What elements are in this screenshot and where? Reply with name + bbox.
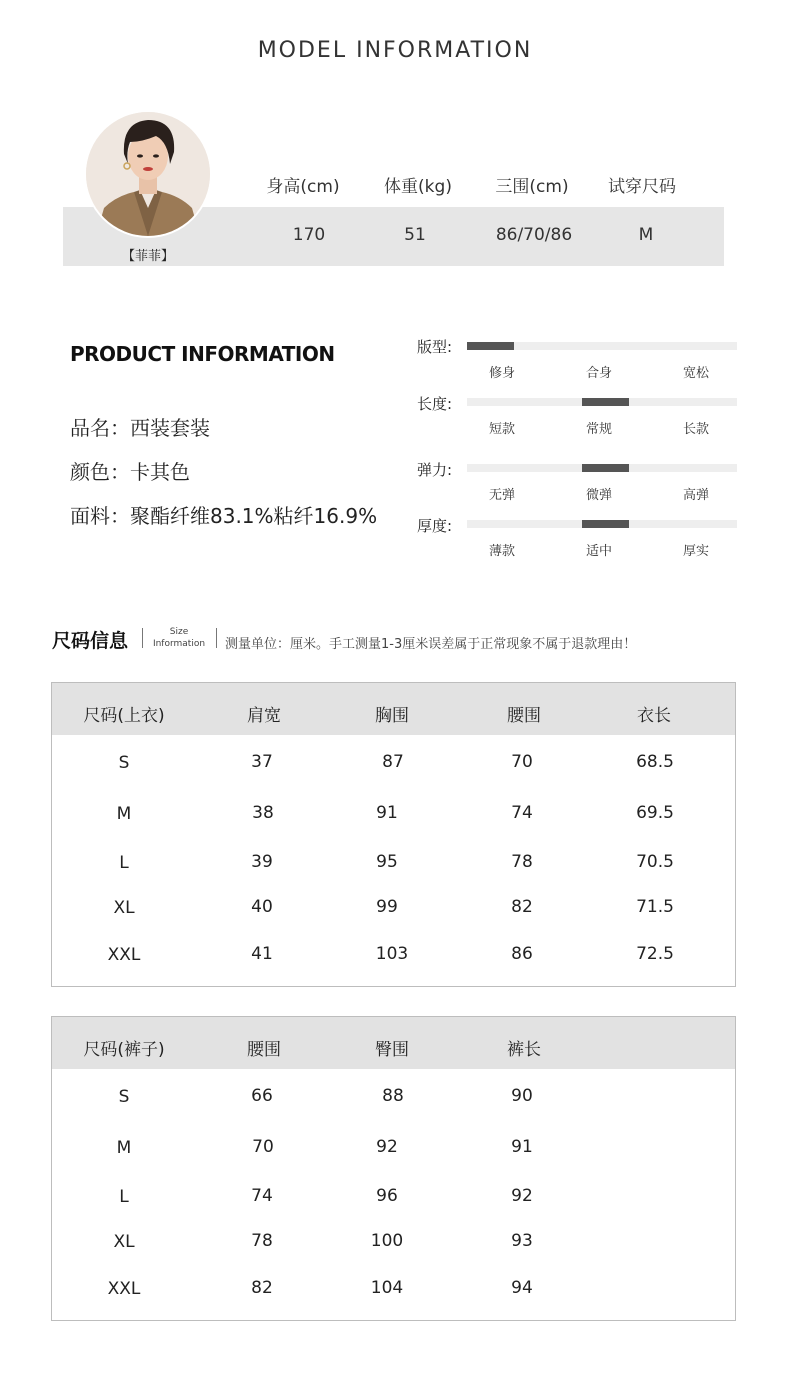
attr-fit-scale — [467, 342, 737, 350]
top-cell: 39 — [251, 852, 273, 872]
pants-cell: 90 — [511, 1086, 533, 1106]
attr-length-option-3: 长款 — [682, 422, 709, 437]
model-value-weight: 51 — [404, 225, 426, 245]
top-cell: 68.5 — [636, 752, 674, 772]
pants-cell: 70 — [252, 1137, 274, 1157]
attr-elasticity-label: 弹力: — [417, 461, 453, 479]
pants-cell: L — [119, 1187, 129, 1207]
top-cell: 91 — [376, 803, 398, 823]
size-section-title: 尺码信息 — [52, 630, 129, 652]
model-value-measurements: 86/70/86 — [495, 225, 573, 245]
attr-thickness-label: 厚度: — [417, 517, 453, 535]
attr-length-marker — [582, 398, 629, 406]
top-cell: S — [118, 753, 130, 773]
size-title-divider — [142, 628, 143, 648]
pants-header-waist: 腰围 — [247, 1040, 281, 1060]
top-header-shoulder: 肩宽 — [247, 706, 281, 726]
top-cell: 99 — [376, 897, 398, 917]
pants-header-size: 尺码(裤子) — [83, 1040, 165, 1060]
top-cell: 70.5 — [636, 852, 674, 872]
top-cell: 38 — [252, 803, 274, 823]
pants-cell: S — [118, 1087, 130, 1107]
attr-elasticity-option-1: 无弹 — [488, 488, 515, 503]
top-cell: 70 — [511, 752, 533, 772]
pants-cell: M — [116, 1138, 132, 1158]
attr-elasticity-scale — [467, 464, 737, 472]
pants-cell: 82 — [251, 1278, 273, 1298]
attr-length-label: 长度: — [417, 395, 453, 413]
attr-elasticity-option-2: 微弹 — [585, 488, 612, 503]
top-header-length: 衣长 — [637, 706, 671, 726]
pants-cell: 66 — [251, 1086, 273, 1106]
top-cell: 37 — [251, 752, 273, 772]
top-cell: 74 — [511, 803, 533, 823]
pants-cell: 104 — [370, 1278, 404, 1298]
model-name: 【菲菲】 — [121, 249, 174, 264]
pants-cell: 96 — [376, 1186, 398, 1206]
pants-cell: 78 — [251, 1231, 273, 1251]
attr-length-scale — [467, 398, 737, 406]
top-cell: L — [119, 853, 129, 873]
pants-cell: 74 — [251, 1186, 273, 1206]
model-header-measurements: 三围(cm) — [495, 177, 569, 197]
top-cell: 82 — [511, 897, 533, 917]
model-value-height: 170 — [292, 225, 326, 245]
attr-thickness-option-2: 适中 — [585, 544, 612, 559]
product-fabric-line: 面料：聚酯纤维83.1%粘纤16.9% — [70, 504, 378, 528]
size-english-line-2: Information — [152, 639, 206, 649]
attr-thickness-marker — [582, 520, 629, 528]
top-header-waist: 腰围 — [507, 706, 541, 726]
pants-size-table — [51, 1016, 736, 1321]
top-cell: 40 — [251, 897, 273, 917]
pants-cell: XL — [113, 1232, 135, 1252]
pants-cell: 91 — [511, 1137, 533, 1157]
size-note-divider — [216, 628, 217, 648]
size-measure-note: 测量单位：厘米。手工测量1-3厘米误差属于正常现象不属于退款理由！ — [225, 637, 637, 652]
top-header-chest: 胸围 — [375, 706, 409, 726]
attr-length-option-2: 常规 — [585, 422, 612, 437]
attr-fit-marker — [467, 342, 514, 350]
top-cell: 69.5 — [636, 803, 674, 823]
attr-fit-option-1: 修身 — [488, 366, 515, 381]
model-section-title: MODEL INFORMATION — [257, 38, 533, 63]
size-section-english — [147, 626, 211, 650]
pants-cell: 92 — [376, 1137, 398, 1157]
top-cell: 86 — [511, 944, 533, 964]
attr-thickness-option-3: 厚实 — [682, 544, 709, 559]
attr-fit-label: 版型: — [417, 338, 453, 356]
size-english-line-1: Size — [169, 627, 189, 637]
pants-header-length: 裤长 — [507, 1040, 541, 1060]
top-cell: XL — [113, 898, 135, 918]
top-cell: M — [116, 804, 132, 824]
pants-cell: 92 — [511, 1186, 533, 1206]
attr-fit-option-2: 合身 — [585, 366, 612, 381]
pants-cell: XXL — [107, 1279, 141, 1299]
top-cell: 78 — [511, 852, 533, 872]
attr-thickness-option-1: 薄款 — [488, 544, 515, 559]
pants-cell: 93 — [511, 1231, 533, 1251]
model-avatar — [86, 112, 210, 236]
pants-header-hip: 臀围 — [375, 1040, 409, 1060]
attr-elasticity-marker — [582, 464, 629, 472]
top-size-table — [51, 682, 736, 987]
model-header-size: 试穿尺码 — [608, 177, 676, 197]
model-value-size: M — [638, 225, 654, 245]
product-color-line: 颜色：卡其色 — [70, 460, 190, 484]
top-cell: 87 — [382, 752, 404, 772]
attr-length-option-1: 短款 — [488, 422, 515, 437]
top-cell: 41 — [251, 944, 273, 964]
model-header-height: 身高(cm) — [266, 177, 340, 197]
top-cell: 71.5 — [636, 897, 674, 917]
attr-elasticity-option-3: 高弹 — [682, 488, 709, 503]
top-cell: 95 — [376, 852, 398, 872]
pants-cell: 100 — [370, 1231, 404, 1251]
top-cell: 72.5 — [636, 944, 674, 964]
product-name-line: 品名：西装套装 — [70, 416, 210, 440]
product-section-title: PRODUCT INFORMATION — [70, 342, 335, 366]
model-header-weight: 体重(kg) — [384, 177, 452, 197]
attr-fit-option-3: 宽松 — [682, 366, 709, 381]
attr-thickness-scale — [467, 520, 737, 528]
pants-cell: 88 — [382, 1086, 404, 1106]
pants-cell: 94 — [511, 1278, 533, 1298]
top-header-size: 尺码(上衣) — [83, 706, 165, 726]
top-cell: 103 — [375, 944, 409, 964]
top-cell: XXL — [107, 945, 141, 965]
